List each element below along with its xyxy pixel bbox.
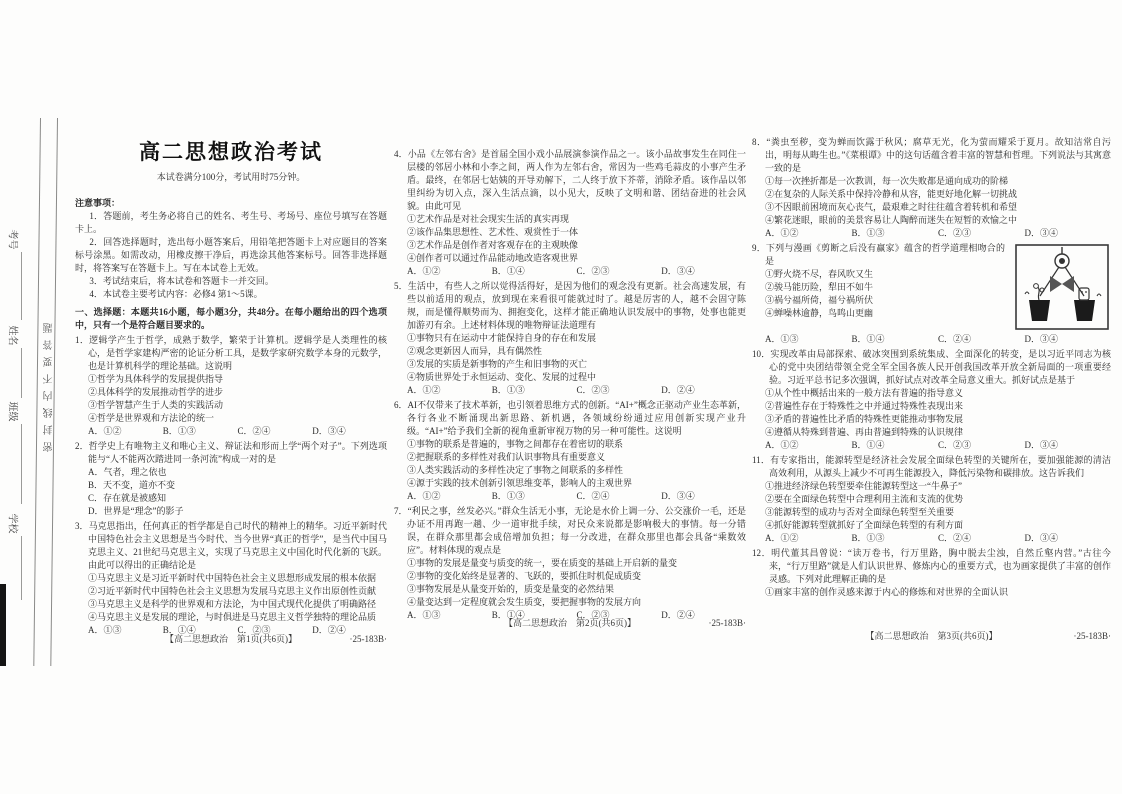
question-block-7 [394,505,746,622]
question-stem: 5．生活中，有些人之所以觉得活得好，是因为他们的观念没有更新。社会高速发展，有些以前适用的观点，放到现在来看很可能就过时了。越是厉害的人，越不会固守陈规，而是懂得顺势而为、拥抱变化，这样才能正确地认识发展中的事物，处事也能更加游刃有余。上述材料体现的唯物辩证法道理有 [394,281,746,330]
choice-item: C．②③ [576,385,610,395]
column-1 [75,140,387,637]
option-item: ①艺术作品是对社会现实生活的真实再现 [407,214,570,224]
question-block-11 [752,454,1111,545]
seal-field-label: 学校 [6,513,18,534]
seal-blank-line [21,424,22,504]
choice-row [765,333,1111,346]
notice-item: 2．回答选择题时，选出每小题答案后，用铅笔把答题卡上对应题目的答案标号涂黑。如需改动，用橡皮擦干净后，再选涂其他答案标号。回答非选择题时，将答案写在答题卡上。写在本试卷上无效。 [75,237,387,273]
seal-warning-text: 密封线内不要答题 [44,316,55,452]
exam-title: 高二思想政治考试 [139,140,323,164]
option-item: ①马克思主义是习近平新时代中国特色社会主义思想形成发展的根本依据 [88,573,377,583]
choice-item: D．②④ [661,610,695,620]
question-stem: 9．下列与漫画《剪断之后没有赢家》蕴含的哲学道理相吻合的是 [752,243,1005,266]
choice-item: A．①② [88,426,122,436]
question-stem: 12．明代董其昌曾说：“读万卷书，行万里路，胸中脱去尘浊，自然丘壑内营。”古往今来，“行万里路”就是人们认识世界、修炼内心的重要方式，也为画家提供了丰富的创作灵感。下列对此理解正确的是 [752,548,1111,584]
question-block-1 [75,334,387,438]
option-item: ②具体科学的发展推动哲学的进步 [88,387,224,397]
footer-label: 【高二思想政治 第3页(共6页)】 [865,631,998,641]
question-block-3 [75,520,387,637]
option-item: ④繁花迷眼，眼前的美景容易让人陶醉而迷失在短暂的欢愉之中 [765,215,1018,225]
option-list [752,387,1111,439]
choice-item: A．①② [407,491,441,501]
footer-code: ·25-183B· [1073,631,1111,641]
option-list [752,480,1111,532]
seal-line [33,118,41,666]
seal-blank-line [21,348,22,398]
option-list [75,572,387,624]
choice-item: D．③④ [1024,228,1058,238]
option-list [75,466,387,518]
option-item: ③不因眼前困境而灰心丧气，最艰难之时往往蕴含着转机和希望 [765,202,1018,212]
balance-scale-cartoon [1015,244,1109,330]
choice-item: B．①④ [851,334,885,344]
question-stem: 1．逻辑学产生于哲学，成熟于数学，繁荣于计算机。逻辑学是人类理性的核心，是哲学家建构严密的论证分析工具，是数学家研究数学本身的元数学，也是计算机科学的理论基础。这说明 [75,335,387,371]
option-list [394,557,746,609]
seal-blank-line [21,536,22,600]
option-item: ④量变达到一定程度就会发生质变，要把握事物的发展方向 [407,597,642,607]
option-item: ①事物的联系是普遍的，事物之间都存在着密切的联系 [407,439,624,449]
choice-item: A．①② [407,385,441,395]
choice-item: D．③④ [1024,440,1058,450]
option-item: ②该作品集思想性、艺术性、观赏性于一体 [407,227,579,237]
choice-item: B．①③ [851,533,885,543]
choice-row [88,425,387,438]
choice-item: A．①③ [88,625,122,635]
choice-item: D．③④ [312,426,346,436]
option-item: ④源于实践的技术创新引领思维变革，影响人的主观世界 [407,478,633,488]
choice-item: B．①③ [491,491,525,501]
footer-code: ·25-183B· [708,618,746,628]
choice-item: B．①④ [162,625,196,635]
option-item: ③哲学智慧产生于人类的实践活动 [88,400,224,410]
choice-row [765,439,1111,452]
choice-item: D．③④ [661,266,695,276]
notice-heading: 注意事项： [75,198,121,208]
question-stem: 11．有专家指出，能源转型是经济社会发展全面绿色转型的关键所在，要加强能源的清洁高效利用，从源头上减少不可再生能源投入，降低污染物和碳排放。这告诉我们 [752,455,1111,478]
question-block-4 [394,148,746,278]
choice-item: C．②③ [576,266,610,276]
choice-item: B．①③ [851,228,885,238]
column-2 [394,146,746,622]
question-block-12 [752,547,1111,599]
comic-illustration [1015,244,1109,330]
question-block-5 [394,280,746,397]
option-list [394,332,746,384]
option-item: ③发展的实质是新事物的产生和旧事物的灭亡 [407,359,588,369]
option-item: A．气者，理之依也 [88,467,167,477]
notice-item: 4．本试卷主要考试内容：必修4 第1～5课。 [89,289,263,299]
choice-item: C．②④ [576,491,610,501]
option-list [394,213,746,265]
choice-item: D．②④ [661,385,695,395]
option-item: ④马克思主义是发展的理论，与时俱进是马克思主义哲学独特的理论品质 [88,612,377,622]
option-item: C．存在就是被感知 [88,493,167,503]
question-stem: 7．“利民之事，丝发必兴。”群众生活无小事，无论是水价上调一分、公交涨价一毛，还是办证不用再跑一趟、少一道审批手续，对民众来说都是影响极大的事情。每一分错误，在群众那里都会成倍增加负担；每一分改进，在群众那里也都会具备“乘数效应”。材料体现的观点是 [394,506,746,555]
choice-item: B．①④ [851,440,885,450]
option-item: ②把握联系的多样性对我们认识事物具有重要意义 [407,452,606,462]
footer-label: 【高二思想政治 第1页(共6页)】 [165,634,297,644]
choice-item: C．②④ [237,426,271,436]
choice-item: A．①③ [765,334,799,344]
option-item: ①从个性中概括出来的一般方法有普遍的指导意义 [765,388,964,398]
choice-item: B．①④ [491,610,525,620]
option-item: ③人类实践活动的多样性决定了事物之间联系的多样性 [407,465,624,475]
choice-item: D．③④ [1024,334,1058,344]
option-item: ③祸兮福所倚，福兮祸所伏 [765,295,874,305]
option-item: ①画家丰富的创作灵感来源于内心的修炼和对世界的全面认识 [765,587,1009,597]
option-item: ①事物只有在运动中才能保持自身的存在和发展 [407,333,597,343]
choice-row [765,532,1111,545]
seal-field-label: 班级 [6,401,18,422]
choice-item: C．②③ [938,228,972,238]
choice-item: C．②④ [938,533,972,543]
notice-list [75,210,387,301]
option-item: ③矛盾的普遍性比矛盾的特殊性更能推动事物发展 [765,414,964,424]
choice-item: C．②④ [938,334,972,344]
choice-item: D．③④ [661,491,695,501]
choice-item: C．②③ [237,625,271,635]
option-list [752,586,1111,599]
option-item: ②普遍性存在于特殊性之中并通过特殊性表现出来 [765,401,964,411]
option-item: ②在复杂的人际关系中保持冷静和从容，能更好地化解一切挑战 [765,189,1018,199]
choice-row [407,265,746,278]
question-block-9 [752,242,1111,346]
option-item: ①每一次挫折都是一次教训，每一次失败都是通向成功的阶梯 [765,176,1009,186]
choice-row [407,384,746,397]
choice-item: B．①③ [162,426,196,436]
choice-row [407,490,746,503]
choice-item: D．③④ [1024,533,1058,543]
option-item: ④蝉噪林逾静，鸟鸣山更幽 [765,308,874,318]
notice-item: 3．考试结束后，将本试卷和答题卡一并交回。 [89,276,274,286]
choice-item: A．①② [765,440,799,450]
choice-item: C．②③ [938,440,972,450]
option-item: ④创作者可以通过作品能动地改造客观世界 [407,253,579,263]
choice-row [765,227,1111,240]
question-block-6 [394,399,746,503]
exam-subtitle: 本试卷满分100分，考试用时75分钟。 [156,172,306,182]
option-item: ④物质世界处于永恒运动、变化、发展的过程中 [407,372,597,382]
question-stem: 3．马克思指出，任何真正的哲学都是自己时代的精神上的精华。习近平新时代中国特色社会主义思想是当今时代、当今世界“真正的哲学”，是当代中国马克思主义、21世纪马克思主义，实现了马克思主义中国化时代化新的飞跃。由此可以得出的正确结论是 [75,521,387,570]
choice-item: C．②③ [576,610,610,620]
question-stem: 8．“粪虫至秽，变为蝉而饮露于秋风；腐草无光，化为萤而耀采于夏月。故知洁常自污出，明每从晦生也。”《菜根谭》中的这句话蕴含着丰富的智慧和哲理。下列说法与其寓意一致的是 [752,137,1111,173]
question-block-2 [75,440,387,518]
page-footer-3 [752,630,1111,642]
seal-field-label: 姓名 [6,325,18,346]
page-footer-2 [394,617,746,629]
question-stem: 2．哲学史上有唯物主义和唯心主义、辩证法和形而上学“两个对子”。下列选项能与“人不能两次踏进同一条河流”构成一对的是 [75,441,387,464]
choice-item: B．①③ [491,385,525,395]
choice-item: D．②④ [312,625,346,635]
option-item: B．天不变，道亦不变 [88,480,176,490]
option-item: ①哲学为具体科学的发展提供指导 [88,374,224,384]
option-item: ④哲学是世界观和方法论的统一 [88,413,215,423]
question-stem: 6．AI不仅带来了技术革新，也引领着思维方式的创新。“AI+”概念正驱动产业生态革新，各行各业不断涌现出新思路、新机遇，各领域纷纷通过应用创新实现产业升级。“AI+”给予我们全新的视角重新审视万物的另一种可能性。这说明 [394,400,746,436]
option-list [394,438,746,490]
option-item: ③马克思主义是科学的世界观和方法论，为中国式现代化提供了明确路径 [88,599,377,609]
choice-item: A．①② [407,266,441,276]
column-3 [752,134,1111,599]
option-item: ①推进经济绿色转型要牵住能源转型这一“牛鼻子” [765,481,962,491]
option-item: D．世界是“理念”的影子 [88,506,184,516]
option-item: ②骏马能历险，犁田不如牛 [765,282,874,292]
option-list [752,175,1111,227]
question-block-8 [752,136,1111,240]
choice-item: A．①② [765,533,799,543]
choice-item: A．①③ [407,610,441,620]
section-header: 一、选择题：本题共16小题，每小题3分，共48分。在每小题给出的四个选项中，只有一个是符合题目要求的。 [75,307,387,330]
scan-edge-shadow [0,584,6,666]
page-footer-1 [75,633,387,645]
seal-field-label: 考号 [6,229,18,250]
option-item: ③能源转型的成功与否对全面绿色转型至关重要 [765,507,955,517]
option-item: ①野火烧不尽，春风吹又生 [765,269,874,279]
choice-item: B．①④ [491,266,525,276]
question-stem: 10．实现改革由局部探索、破冰突围到系统集成、全面深化的转变，是以习近平同志为核心的党中央团结带领全党全军全国各族人民开创我国改革开放全新局面的一项重要经验。习近平总书记多次强调，抓好试点对改革全局意义重大。抓好试点是基于 [752,349,1111,385]
question-block-10 [752,348,1111,452]
notice-item: 1．答题前，考生务必将自己的姓名、考生号、考场号、座位号填写在答题卡上。 [75,211,387,234]
option-item: ②要在全面绿色转型中合理利用主流和支流的优势 [765,494,964,504]
option-item: ③事物发展是从量变开始的，质变是量变的必然结果 [407,584,615,594]
seal-blank-line [21,252,22,320]
option-item: ④遵循从特殊到普遍、再由普遍到特殊的认识规律 [765,427,964,437]
option-item: ②习近平新时代中国特色社会主义思想为发展马克思主义作出原创性贡献 [88,586,377,596]
choice-item: A．①② [765,228,799,238]
footer-code: ·25-183B· [349,634,387,644]
option-item: ①事物的发展是量变与质变的统一，要在质变的基础上开启新的量变 [407,558,678,568]
option-item: ②事物的变化始终是显著的、飞跃的，要抓住时机促成质变 [407,571,642,581]
option-item: ②观念更新因人而异，具有偶然性 [407,346,543,356]
question-stem: 4．小品《左邻右舍》是首届全国小戏小品展演参演作品之一。该小品故事发生在同住一层楼的邻居小林和小李之间，两人作为左邻右舍，常因为一些鸡毛蒜皮的小事产生矛盾。最终，在邻居七姑姨的开导劝解下，二人终于放下芥蒂，消除矛盾。该作品以邻里纠纷为切入点，深入生活点滴，以小见大，反映了文明和谐、团结奋进的社会风貌。由此可见 [394,149,746,211]
option-item: ④抓好能源转型就抓好了全面绿色转型的有利方面 [765,520,964,530]
option-item: ③艺术作品是创作者对客观存在的主观映像 [407,240,579,250]
option-list [75,373,387,425]
footer-label: 【高二思想政治 第2页(共6页)】 [504,618,636,628]
